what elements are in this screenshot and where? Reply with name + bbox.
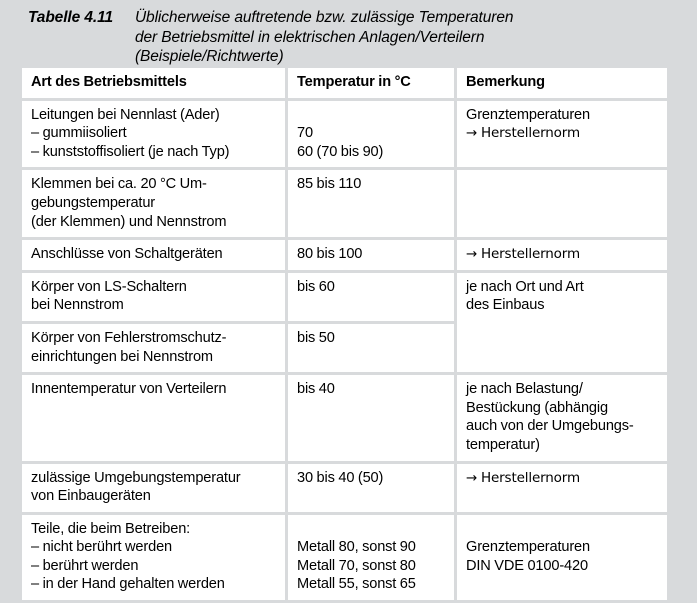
- cell-bemerkung: [457, 375, 667, 460]
- cell-line-spacer: [466, 520, 658, 539]
- cell-line: 70: [297, 125, 313, 142]
- cell-line: Körper von LS-Schaltern: [31, 278, 187, 295]
- cell-line: bis 60: [297, 278, 335, 295]
- cell-temperatur: [288, 273, 454, 321]
- cell-line: – nicht berührt werden: [31, 539, 173, 556]
- cell-temperatur: [288, 324, 454, 372]
- cell-bemerkung: [457, 240, 667, 270]
- cell-line: Teile, die beim Betreiben:: [31, 520, 191, 537]
- cell-temperatur: [288, 101, 454, 168]
- cell-line-spacer: [297, 106, 445, 125]
- cell-line-spacer: [31, 436, 276, 455]
- table-caption: [28, 8, 668, 67]
- cell-bemerkung: [457, 273, 667, 372]
- cell-line: 85 bis 110: [297, 176, 362, 193]
- cell-art: [22, 375, 285, 460]
- table-row: [22, 375, 667, 460]
- cell-line: – berührt werden: [31, 557, 139, 574]
- cell-bemerkung: [457, 515, 667, 600]
- cell-line: – gummiisoliert: [31, 125, 127, 142]
- caption-line: Üblicherweise auftretende bzw. zulässige Temperaturen: [134, 9, 514, 26]
- cell-line: 80 bis 100: [297, 246, 363, 263]
- cell-line: Bestückung (abhängig: [466, 399, 608, 416]
- cell-line: auch von der Umgebungs-: [466, 418, 634, 435]
- cell-line-spacer: [31, 399, 276, 418]
- cell-line: → Herstellernorm: [466, 246, 580, 263]
- cell-line: Metall 80, sonst 90: [297, 539, 416, 556]
- cell-temperatur: [288, 464, 454, 512]
- column-header-bemerkung: Bemerkung: [457, 68, 667, 98]
- cell-line: Körper von Fehlerstromschutz-: [31, 329, 227, 346]
- data-table: [19, 65, 670, 603]
- cell-line: Klemmen bei ca. 20 °C Um-: [31, 176, 207, 193]
- cell-line: Anschlüsse von Schaltgeräten: [31, 246, 223, 263]
- cell-bemerkung: [457, 170, 667, 237]
- cell-line: 60 (70 bis 90): [297, 143, 384, 160]
- caption-label: Tabelle 4.11: [28, 9, 113, 26]
- cell-line: (der Klemmen) und Nennstrom: [31, 213, 227, 230]
- cell-line: Innentemperatur von Verteilern: [31, 381, 227, 398]
- caption-text: [135, 8, 668, 67]
- cell-line: bis 50: [297, 329, 335, 346]
- cell-line-spacer: [31, 417, 276, 436]
- cell-art: [22, 170, 285, 237]
- table-body: [22, 101, 667, 600]
- cell-line: einrichtungen bei Nennstrom: [31, 348, 213, 365]
- cell-line: Metall 55, sonst 65: [297, 576, 416, 593]
- cell-line: → Herstellernorm: [466, 469, 580, 486]
- cell-temperatur: [288, 240, 454, 270]
- cell-line: bis 40: [297, 381, 335, 398]
- cell-line: DIN VDE 0100-420: [466, 557, 588, 574]
- cell-line: Grenztemperaturen: [466, 106, 590, 123]
- cell-temperatur: [288, 375, 454, 460]
- cell-line: gebungstemperatur: [31, 194, 156, 211]
- cell-line: des Einbaus: [466, 297, 545, 314]
- caption-line: (Beispiele/Richtwerte): [134, 48, 284, 65]
- cell-line: → Herstellernorm: [466, 125, 580, 142]
- cell-bemerkung: [457, 101, 667, 168]
- table-header-row: [22, 68, 667, 98]
- cell-line: bei Nennstrom: [31, 297, 124, 314]
- table-row: [22, 170, 667, 237]
- table-row: [22, 515, 667, 600]
- cell-line-spacer: [297, 520, 445, 539]
- data-table-wrapper: [22, 68, 670, 600]
- column-header-temperatur: Temperatur in °C: [288, 68, 454, 98]
- cell-line: 30 bis 40 (50): [297, 469, 384, 486]
- cell-art: [22, 101, 285, 168]
- cell-art: [22, 324, 285, 372]
- cell-line: von Einbaugeräten: [31, 488, 151, 505]
- cell-line: – kunststoffisoliert (je nach Typ): [31, 143, 230, 160]
- cell-line: – in der Hand gehalten werden: [31, 576, 225, 593]
- cell-line: je nach Belastung/: [466, 381, 583, 398]
- cell-art: [22, 240, 285, 270]
- cell-temperatur: [288, 170, 454, 237]
- cell-line: Grenztemperaturen: [466, 539, 590, 556]
- cell-bemerkung: [457, 464, 667, 512]
- table-row: [22, 273, 667, 321]
- cell-art: [22, 273, 285, 321]
- table-row: [22, 240, 667, 270]
- caption-line: der Betriebsmittel in elektrischen Anlagen/Verteilern: [134, 28, 485, 46]
- cell-temperatur: [288, 515, 454, 600]
- cell-line: je nach Ort und Art: [466, 278, 584, 295]
- column-header-art: Art des Betriebsmittels: [22, 68, 285, 98]
- cell-line: Metall 70, sonst 80: [297, 557, 416, 574]
- cell-line: zulässige Umgebungstemperatur: [31, 469, 241, 486]
- cell-art: [22, 515, 285, 600]
- cell-line: temperatur): [466, 436, 540, 453]
- table-row: [22, 101, 667, 168]
- table-row: [22, 464, 667, 512]
- cell-art: [22, 464, 285, 512]
- cell-line: Leitungen bei Nennlast (Ader): [31, 106, 220, 123]
